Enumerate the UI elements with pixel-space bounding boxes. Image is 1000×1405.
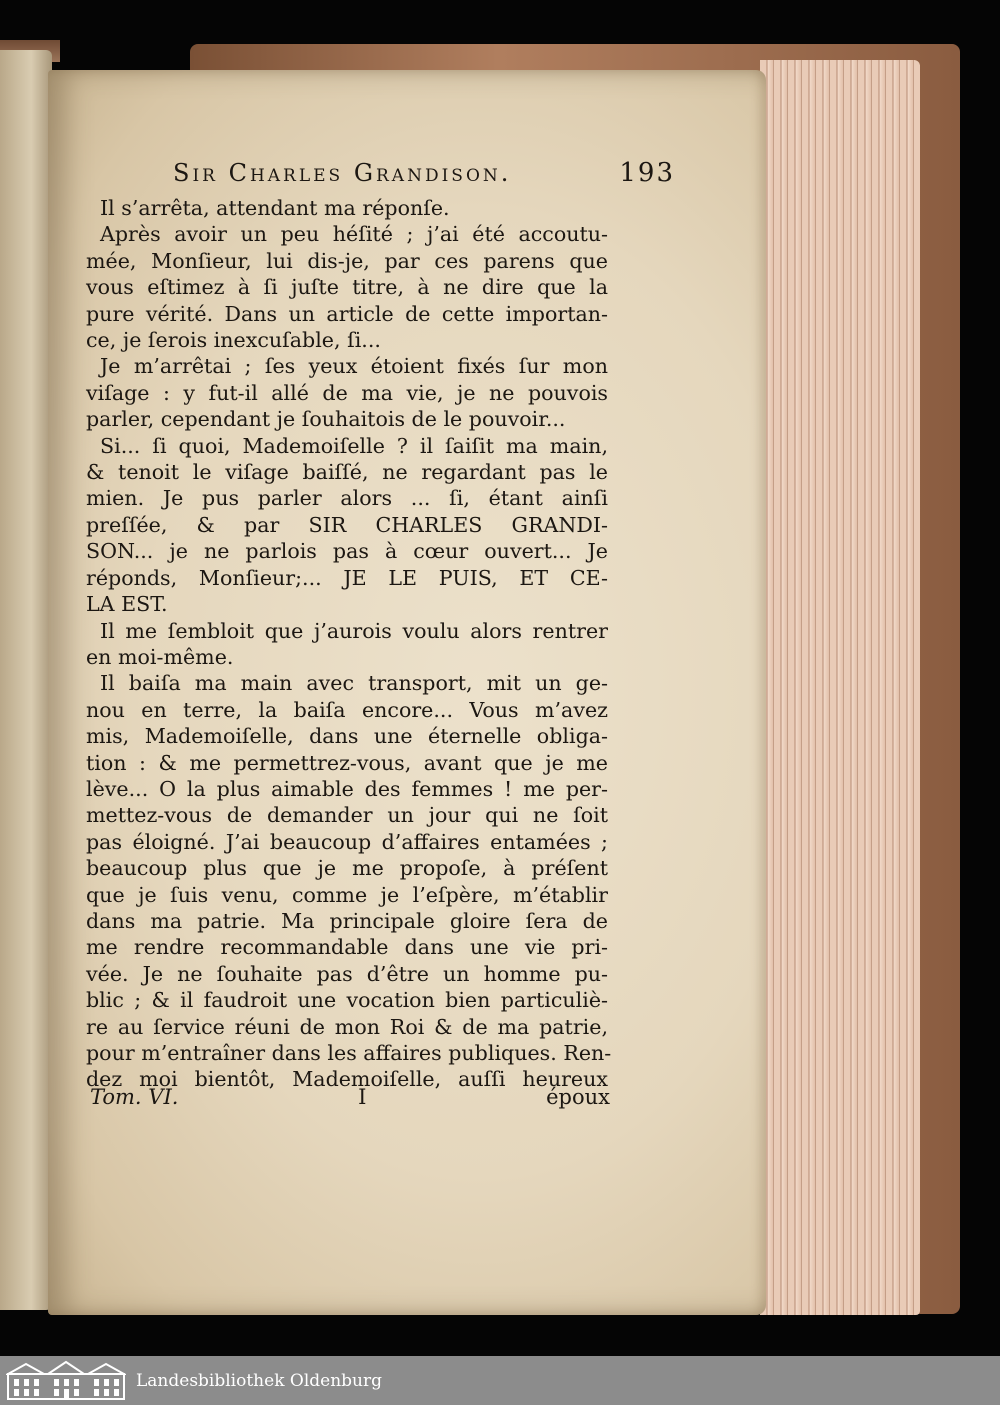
text-line: dans ma patrie. Ma principale gloire ſera de [86, 908, 608, 933]
text-line: en moi-même. [86, 644, 234, 669]
text-line: réponds, Monſieur;... JE LE PUIS, ET CE- [86, 565, 608, 590]
text-line: viſage : y fut-il allé de ma vie, je ne pouvois [86, 380, 608, 405]
text-line: nou en terre, la baiſa encore... Vous m’avez [86, 697, 608, 722]
text-line: Il s’arrêta, attendant ma réponſe. [100, 196, 450, 220]
running-title: Sir Charles Grandison. [173, 159, 512, 187]
text-line: que je ſuis venu, comme je l’eſpère, m’établir [86, 882, 608, 907]
catchword: époux [546, 1085, 610, 1109]
text-line: me rendre recommandable dans une vie pri- [86, 935, 608, 960]
text-line: & tenoit le viſage baiſſé, ne regardant pas le [86, 460, 608, 485]
text-line: pas éloigné. J’ai beaucoup d’affaires entamées ; [86, 829, 608, 854]
page-edges [760, 60, 920, 1315]
text-line: preſſée, & par SIR CHARLES GRANDI- [86, 512, 608, 537]
page-text [86, 195, 612, 1093]
text-line: mis, Mademoiſelle, dans une éternelle obliga- [86, 724, 608, 749]
text-line: re au ſervice réuni de mon Roi & de ma patrie, [86, 1014, 608, 1039]
text-line: mettez-vous de demander un jour qui ne ſoit [86, 803, 608, 828]
text-line: pour m’entraîner dans les affaires publiques. Ren- [86, 1041, 612, 1065]
text-line: vée. Je ne ſouhaite pas d’être un homme pu- [86, 961, 608, 986]
text-line: tion : & me permettrez-vous, avant que je me [86, 750, 608, 775]
text-line: ce, je ſerois inexcuſable, ſi... [86, 328, 381, 353]
library-banner [0, 1356, 1000, 1405]
running-head [173, 158, 675, 188]
text-line: dez moi bientôt, Mademoiſelle, auſſi heureux [86, 1067, 608, 1092]
book-page [48, 70, 766, 1315]
text-line: SON... je ne parlois pas à cœur ouvert... Je [86, 539, 608, 564]
text-line: lève... O la plus aimable des femmes ! me per- [86, 776, 608, 801]
text-line: blic ; & il faudroit une vocation bien particuliè- [86, 988, 608, 1013]
signature-mark: I [358, 1085, 367, 1109]
page-number: 193 [619, 158, 675, 188]
volume-mark: Tom. VI. [90, 1085, 179, 1109]
text-line: LA EST. [86, 592, 168, 617]
text-line: mée, Monſieur, lui dis-je, par ces parens que [86, 248, 608, 273]
text-line: parler, cependant je ſouhaitois de le pouvoir... [86, 407, 566, 432]
library-name: Landesbibliothek Oldenburg [136, 1370, 383, 1391]
text-line: Si... ſi quoi, Mademoiſelle ? il ſaiſit ma main, [100, 433, 608, 458]
text-line: Après avoir un peu héſité ; j’ai été accoutu- [100, 222, 608, 247]
text-line: Je m’arrêtai ; ſes yeux étoient fixés ſur mon [100, 354, 608, 379]
library-building-icon [6, 1360, 126, 1401]
text-line: pure vérité. Dans un article de cette importan- [86, 301, 608, 326]
text-line: Il baiſa ma main avec transport, mit un ge- [100, 671, 608, 696]
page-footer [90, 1085, 610, 1109]
text-line: mien. Je pus parler alors ... ſi, étant ainſi [86, 486, 608, 511]
facing-page-edge [0, 50, 52, 1310]
text-line: beaucoup plus que je me propoſe, à préſent [86, 856, 608, 881]
text-line: vous eſtimez à ſi juſte titre, à ne dire que la [86, 275, 608, 300]
text-line: Il me ſembloit que j’aurois voulu alors rentrer [100, 618, 608, 643]
